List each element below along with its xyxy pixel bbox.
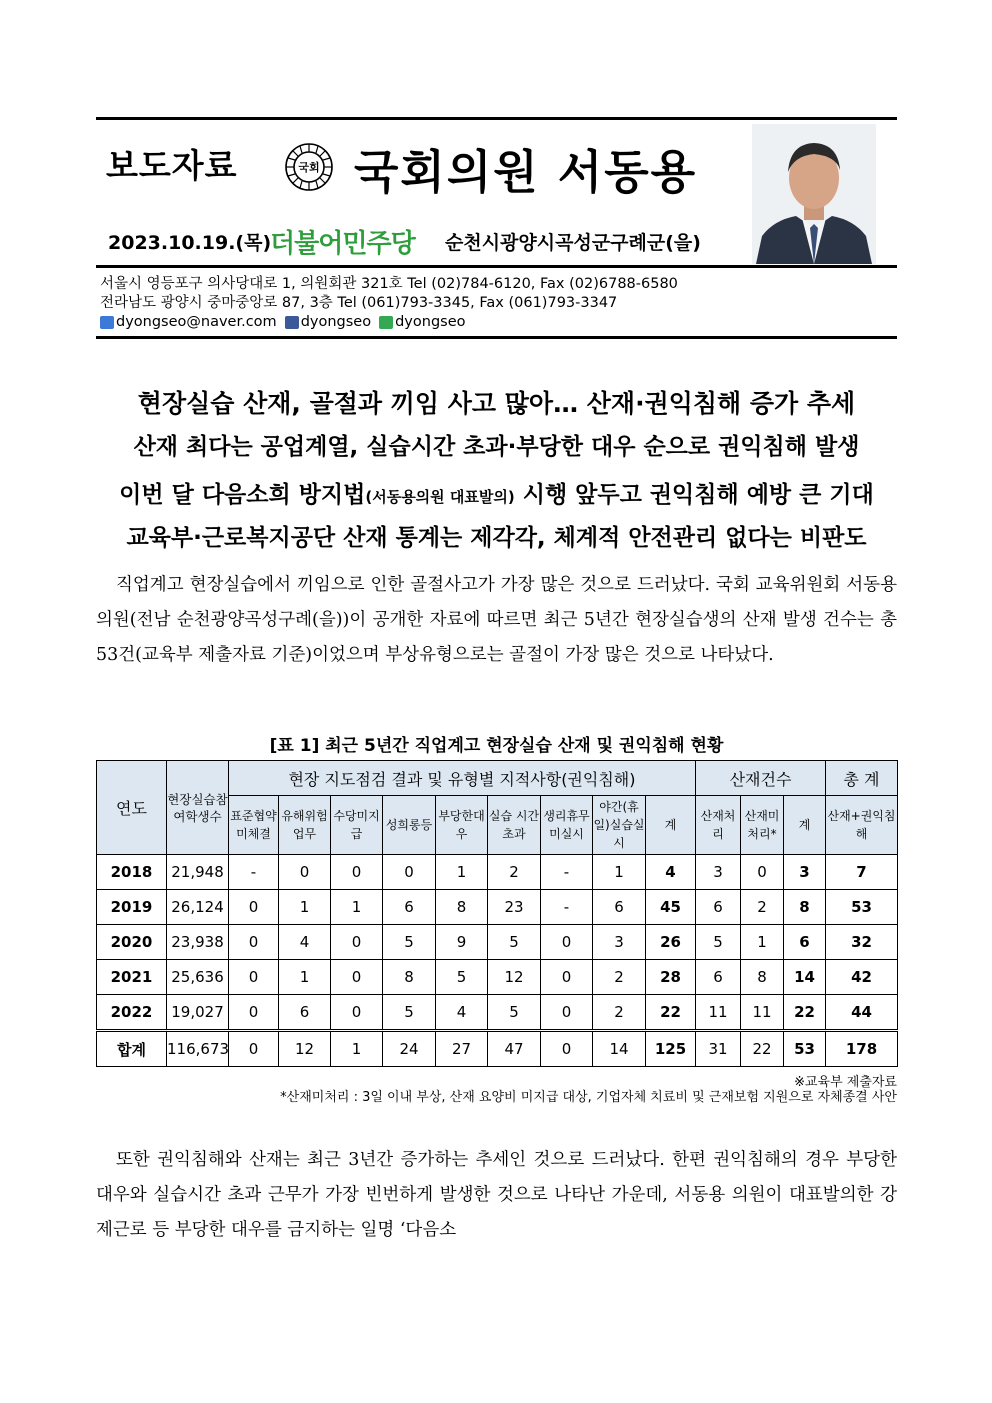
table-cell: 22 [646, 995, 696, 1031]
table-cell: 8 [436, 890, 488, 925]
table-cell: 12 [279, 1031, 331, 1067]
header-col-10: 산재미처리* [741, 796, 784, 855]
header-students: 현장실습참여학생수 [167, 761, 229, 855]
table-cell: 0 [741, 855, 784, 890]
table-cell: 5 [488, 925, 541, 960]
table-cell: 11 [696, 995, 741, 1031]
press-release-label: 보도자료 [106, 146, 238, 185]
national-assembly-seal-icon [284, 142, 334, 192]
row-year: 2022 [97, 995, 167, 1031]
header-rights-group: 현장 지도점검 결과 및 유형별 지적사항(권익침해) [229, 761, 696, 796]
table-cell: 0 [541, 960, 593, 995]
table-cell: - [229, 855, 279, 890]
headline-sub-2-note: (서동용의원 대표발의) [365, 488, 515, 506]
table-cell: 53 [784, 1031, 826, 1067]
table-cell: 5 [696, 925, 741, 960]
source-note: ※교육부 제출자료 [794, 1075, 897, 1090]
table-cell: 0 [331, 995, 383, 1031]
table-cell: 5 [383, 925, 436, 960]
header-total-group: 총 계 [826, 761, 898, 796]
seoul-office-address: 서울시 영등포구 의사당대로 1, 의원회관 321호 Tel (02)784-6120, Fax (02)6788-6580 [100, 276, 678, 292]
table-cell: 8 [784, 890, 826, 925]
table-cell: 12 [488, 960, 541, 995]
table-cell: 2 [593, 995, 646, 1031]
blog-link[interactable]: dyongseo [395, 314, 466, 330]
table-cell: 22 [741, 1031, 784, 1067]
table-cell: 0 [229, 890, 279, 925]
header-col-7: 야간(휴일)실습실시 [593, 796, 646, 855]
header-accident-group: 산재건수 [696, 761, 826, 796]
gwangyang-office-address: 전라남도 광양시 중마중앙로 87, 3층 Tel (061)793-3345, Fax (061)793-3347 [100, 295, 618, 311]
body-paragraph-1: 직업계고 현장실습에서 끼임으로 인한 골절사고가 가장 많은 것으로 드러났다. 국회 교육위원회 서동용 의원(전남 순천광양곡성구례(을))이 공개한 자료에 따르면 최근 5년간 현장실습생의 산재 발생 건수는 총 53건(교육부 제출자료 기준)이었으며 부상유형으로는 골절이 가장 많은 것으로 나타났다. [96, 575, 897, 665]
table-cell: 0 [331, 960, 383, 995]
row-year: 합계 [97, 1031, 167, 1067]
table-cell: 27 [436, 1031, 488, 1067]
table-cell: - [541, 890, 593, 925]
table-cell: 32 [826, 925, 898, 960]
table-cell: 47 [488, 1031, 541, 1067]
table-cell: 0 [541, 1031, 593, 1067]
table-cell: 23 [488, 890, 541, 925]
party-logo: 더불어민주당 [270, 229, 415, 259]
table-cell: 42 [826, 960, 898, 995]
header-col-12: 산재+권익침해 [826, 796, 898, 855]
table-cell: 22 [784, 995, 826, 1031]
seal-text: 국회 [298, 161, 320, 174]
table-row [97, 995, 898, 1031]
district-name: 순천시광양시곡성군구례군(을) [445, 232, 701, 254]
table-cell: 1 [279, 890, 331, 925]
table-cell: 26,124 [167, 890, 229, 925]
header-bottom-rule [96, 336, 897, 339]
row-year: 2018 [97, 855, 167, 890]
headline-sub-2-pre: 이번 달 다음소희 방지법 [119, 482, 366, 508]
table-cell: - [541, 855, 593, 890]
headline-sub-1: 산재 최다는 공업계열, 실습시간 초과·부당한 대우 순으로 권익침해 발생 [133, 434, 860, 460]
table-cell: 1 [279, 960, 331, 995]
accident-rights-table [96, 760, 898, 1067]
table-caption: [표 1] 최근 5년간 직업계고 현장실습 산재 및 권익침해 현황 [269, 736, 724, 756]
header-col-1: 유해위험업무 [279, 796, 331, 855]
header-col-2: 수당미지급 [331, 796, 383, 855]
table-cell: 8 [383, 960, 436, 995]
table-cell: 0 [229, 1031, 279, 1067]
table-cell: 0 [541, 995, 593, 1031]
table-cell: 1 [331, 1031, 383, 1067]
table-footnote: *산재미처리 : 3일 이내 부상, 산재 요양비 미지급 대상, 기업자체 치료비 및 근재보험 지원으로 자체종결 사안 [280, 1090, 897, 1105]
header-col-4: 부당한대우 [436, 796, 488, 855]
table-cell: 0 [279, 855, 331, 890]
table-cell: 3 [593, 925, 646, 960]
table-cell: 0 [541, 925, 593, 960]
table-row [97, 1031, 898, 1067]
table-cell: 1 [593, 855, 646, 890]
header-year: 연도 [97, 761, 167, 855]
table-cell: 45 [646, 890, 696, 925]
headline-main: 현장실습 산재, 골절과 끼임 사고 많아… 산재·권익침해 증가 추세 [137, 389, 856, 418]
body-paragraph-2: 또한 권익침해와 산재는 최근 3년간 증가하는 추세인 것으로 드러났다. 한편 권익침해의 경우 부당한 대우와 실습시간 초과 근무가 가장 빈번하게 발생한 것으로 나타난 가운데, 서동용 의원이 대표발의한 강제근로 등 부당한 대우를 금지하는 일명 ‘다음소 [96, 1150, 897, 1240]
table-cell: 44 [826, 995, 898, 1031]
table-cell: 1 [741, 925, 784, 960]
table-cell: 8 [741, 960, 784, 995]
table-cell: 116,673 [167, 1031, 229, 1067]
table-row [97, 960, 898, 995]
table-cell: 23,938 [167, 925, 229, 960]
release-date: 2023.10.19.(목) [108, 232, 272, 254]
table-cell: 31 [696, 1031, 741, 1067]
table-cell: 6 [383, 890, 436, 925]
table-cell: 2 [593, 960, 646, 995]
table-cell: 6 [593, 890, 646, 925]
table-cell: 178 [826, 1031, 898, 1067]
row-year: 2019 [97, 890, 167, 925]
table-cell: 53 [826, 890, 898, 925]
table-cell: 11 [741, 995, 784, 1031]
table-cell: 7 [826, 855, 898, 890]
table-cell: 6 [784, 925, 826, 960]
header-middle-rule [96, 265, 897, 268]
member-portrait [752, 124, 876, 264]
table-cell: 0 [229, 995, 279, 1031]
header-col-11: 계 [784, 796, 826, 855]
table-cell: 26 [646, 925, 696, 960]
table-cell: 0 [383, 855, 436, 890]
header-col-3: 성희롱등 [383, 796, 436, 855]
table-cell: 2 [741, 890, 784, 925]
table-cell: 6 [696, 890, 741, 925]
table-row [97, 855, 898, 890]
table-cell: 125 [646, 1031, 696, 1067]
table-cell: 9 [436, 925, 488, 960]
table-cell: 2 [488, 855, 541, 890]
blog-icon [379, 316, 393, 329]
headline-sub-2-post: 시행 앞두고 권익침해 예방 큰 기대 [514, 482, 874, 508]
email-link[interactable]: dyongseo@naver.com [116, 314, 277, 330]
table-row [97, 925, 898, 960]
table-cell: 5 [383, 995, 436, 1031]
headline-sub-2 [96, 476, 897, 509]
table-row [97, 890, 898, 925]
table-cell: 0 [331, 925, 383, 960]
table-cell: 21,948 [167, 855, 229, 890]
table-cell: 0 [331, 855, 383, 890]
table-cell: 28 [646, 960, 696, 995]
table-cell: 6 [279, 995, 331, 1031]
table-cell: 0 [229, 925, 279, 960]
table-cell: 14 [593, 1031, 646, 1067]
table-cell: 1 [436, 855, 488, 890]
email-icon [100, 316, 114, 329]
table-cell: 19,027 [167, 995, 229, 1031]
table-cell: 4 [436, 995, 488, 1031]
table-cell: 4 [646, 855, 696, 890]
row-year: 2020 [97, 925, 167, 960]
table-cell: 5 [488, 995, 541, 1031]
header-col-6: 생리휴무미실시 [541, 796, 593, 855]
table-cell: 3 [696, 855, 741, 890]
table-cell: 1 [331, 890, 383, 925]
headline-sub-3: 교육부·근로복지공단 산재 통계는 제각각, 체계적 안전관리 없다는 비판도 [126, 525, 867, 551]
table-cell: 24 [383, 1031, 436, 1067]
contact-links [100, 313, 466, 332]
table-cell: 14 [784, 960, 826, 995]
table-cell: 4 [279, 925, 331, 960]
table-cell: 3 [784, 855, 826, 890]
header-top-rule [96, 117, 897, 120]
facebook-link[interactable]: dyongseo [300, 314, 372, 330]
table-cell: 0 [229, 960, 279, 995]
member-title: 국회의원 서동용 [354, 145, 698, 199]
table-cell: 5 [436, 960, 488, 995]
header-col-5: 실습 시간초과 [488, 796, 541, 855]
header-col-8: 계 [646, 796, 696, 855]
table-cell: 25,636 [167, 960, 229, 995]
facebook-icon [285, 316, 299, 329]
header-col-0: 표준협약미체결 [229, 796, 279, 855]
row-year: 2021 [97, 960, 167, 995]
header-col-9: 산재처리 [696, 796, 741, 855]
table-cell: 6 [696, 960, 741, 995]
